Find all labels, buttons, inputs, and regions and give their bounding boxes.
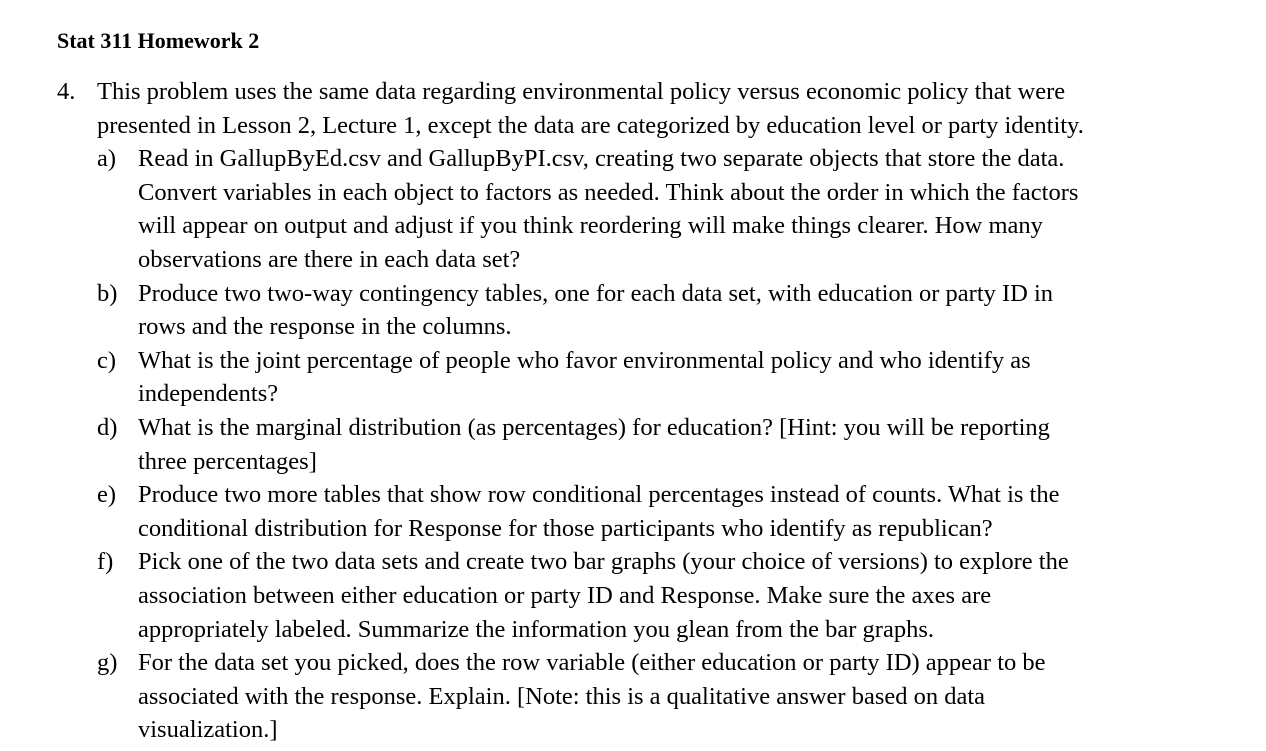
part-text-line: Pick one of the two data sets and create two bar graphs (your choice of versions) to explore the (138, 548, 1069, 576)
part-text-line: Read in GallupByEd.csv and GallupByPI.csv, creating two separate objects that store the data. (138, 145, 1065, 173)
problem-text-line: This problem uses the same data regarding environmental policy versus economic policy that were (97, 78, 1066, 105)
part-label: c) (97, 346, 117, 374)
part-label: f) (97, 548, 114, 576)
part-text-line: three percentages] (138, 447, 317, 475)
part-label: a) (97, 145, 117, 173)
problem-text-line: presented in Lesson 2, Lecture 1, except the data are categorized by education level or party identity. (97, 111, 1084, 139)
part-text-line: What is the joint percentage of people who favor environmental policy and who identify as (138, 346, 1031, 374)
part-label: b) (97, 279, 118, 307)
part-label: d) (97, 414, 118, 441)
part-text-line: visualization.] (138, 716, 278, 744)
part-text-line: For the data set you picked, does the row variable (either education or party ID) appear to be (138, 649, 1046, 677)
part-text-line: appropriately labeled. Summarize the information you glean from the bar graphs. (138, 615, 934, 643)
problem-number: 4. (57, 78, 76, 105)
part-text-line: independents? (138, 380, 279, 408)
part-text-line: conditional distribution for Response for those participants who identify as republican? (138, 514, 993, 542)
part-text-line: will appear on output and adjust if you think reordering will make things clearer. How many (138, 212, 1043, 240)
part-text-line: Convert variables in each object to factors as needed. Think about the order in which the factors (138, 178, 1079, 206)
part-label: g) (97, 649, 118, 677)
part-text-line: associated with the response. Explain. [Note: this is a qualitative answer based on data (138, 682, 986, 710)
page-title: Stat 311 Homework 2 (57, 28, 260, 53)
part-text-line: Produce two two-way contingency tables, one for each data set, with education or party ID in (138, 279, 1054, 307)
part-text-line: Produce two more tables that show row conditional percentages instead of counts. What is the (138, 481, 1060, 509)
part-text-line: rows and the response in the columns. (138, 313, 512, 341)
part-label: e) (97, 481, 117, 509)
part-text-line: What is the marginal distribution (as percentages) for education? [Hint: you will be reporting (138, 414, 1050, 441)
part-text-line: observations are there in each data set? (138, 246, 521, 273)
part-text-line: association between either education or party ID and Response. Make sure the axes are (138, 582, 992, 609)
